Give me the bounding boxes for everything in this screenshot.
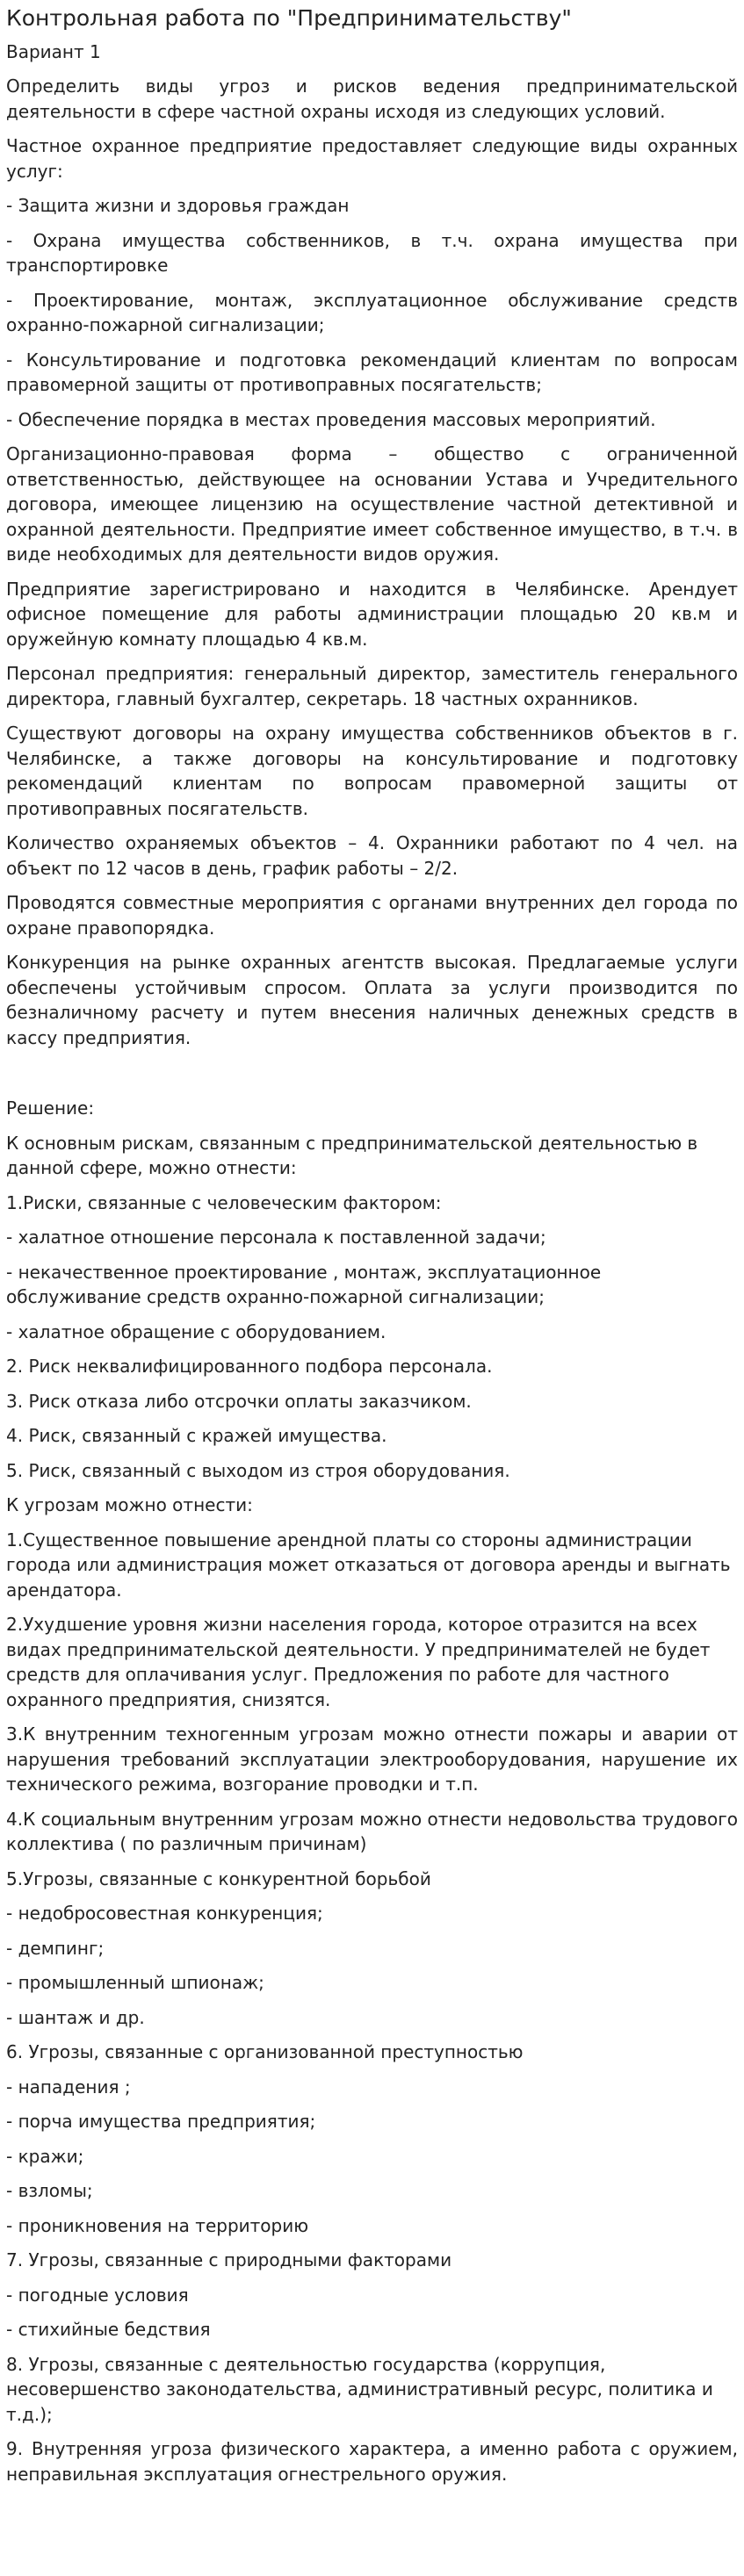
risk-item: 4. Риск, связанный с кражей имущества. bbox=[6, 1425, 387, 1446]
task-paragraph: Определить виды угроз и рисков ведения предпринимательской деятельности в сфере частной охраны исходя из следующих условий. bbox=[6, 76, 738, 122]
threat-item: 6. Угрозы, связанные с организованной преступностью bbox=[6, 2041, 524, 2062]
risk-item: - халатное обращение с оборудованием. bbox=[6, 1320, 386, 1342]
task-paragraph: Количество охраняемых объектов – 4. Охранники работают по 4 чел. на объект по 12 часов в день, график работы – 2/2. bbox=[6, 832, 738, 879]
risk-item: - некачественное проектирование , монтаж, эксплуатационное обслуживание средств охранно-пожарной сигнализации; bbox=[6, 1261, 602, 1307]
threat-item: 5.Угрозы, связанные с конкурентной борьбой bbox=[6, 1867, 431, 1889]
risk-item: 5. Риск, связанный с выходом из строя оборудования. bbox=[6, 1459, 510, 1481]
threat-item: 8. Угрозы, связанные с деятельностью государства (коррупция, несовершенство законодательства, административный ресурс, политика и т.д.); bbox=[6, 2353, 713, 2425]
task-paragraph: Персонал предприятия: генеральный директор, заместитель генерального директора, главный бухгалтер, секретарь. 18 частных охранников. bbox=[6, 663, 738, 709]
risk-heading: 1.Риски, связанные с человеческим фактором: bbox=[6, 1191, 442, 1213]
service-list-item: - Консультирование и подготовка рекомендаций клиентам по вопросам правомерной защиты от противоправных посягательств; bbox=[6, 349, 738, 395]
threat-item: 4.К социальным внутренним угрозам можно отнести недовольства трудового коллектива ( по различным причинам) bbox=[6, 1808, 738, 1854]
document-page bbox=[0, 5, 744, 2486]
risk-item: - халатное отношение персонала к поставленной задачи; bbox=[6, 1227, 546, 1248]
risk-item: 2. Риск неквалифицированного подбора персонала. bbox=[6, 1356, 493, 1377]
threat-subitem: - шантаж и др. bbox=[6, 2006, 145, 2028]
threat-item: 9. Внутренняя угроза физического характера, а именно работа с оружием, неправильная эксплуатация огнестрельного оружия. bbox=[6, 2438, 738, 2485]
threat-subitem: - взломы; bbox=[6, 2180, 93, 2201]
threat-subitem: - стихийные бедствия bbox=[6, 2319, 211, 2340]
risk-item: 3. Риск отказа либо отсрочки оплаты заказчиком. bbox=[6, 1390, 472, 1412]
task-paragraph: Проводятся совместные мероприятия с органами внутренних дел города по охране правопорядка. bbox=[6, 892, 738, 939]
solution-heading: Решение: bbox=[6, 1097, 95, 1119]
task-paragraph: Организационно-правовая форма – общество с ограниченной ответственностью, действующее на основании Устава и Учредительного договора, имеющее лицензию на осуществление частной детективной и охранной деятельности. Предприятие имеет собственное имущество, в т.ч. в виде необходимых для деятельности видов оружия. bbox=[6, 443, 738, 565]
threat-subitem: - демпинг; bbox=[6, 1937, 105, 1959]
service-list-item: - Проектирование, монтаж, эксплуатационное обслуживание средств охранно-пожарной сигнализации; bbox=[6, 289, 738, 335]
variant-label: Вариант 1 bbox=[6, 41, 101, 62]
threats-heading: К угрозам можно отнести: bbox=[6, 1494, 253, 1515]
solution-section bbox=[6, 1096, 738, 2486]
threat-subitem: - кражи; bbox=[6, 2145, 84, 2167]
threat-subitem: - порча имущества предприятия; bbox=[6, 2111, 316, 2132]
threat-item: 1.Существенное повышение арендной платы со стороны администрации города или администрация может отказаться от договора аренды и выгнать арендатора. bbox=[6, 1529, 731, 1601]
threat-subitem: - недобросовестная конкуренция; bbox=[6, 1903, 323, 1924]
section-gap bbox=[6, 1060, 738, 1096]
document-title: Контрольная работа по "Предпринимательству" bbox=[6, 5, 572, 31]
service-list-item: - Защита жизни и здоровья граждан bbox=[6, 195, 350, 216]
threat-item: 2.Ухудшение уровня жизни населения города, которое отразится на всех видах предпринимательской деятельности. У предпринимателей не будет средств для оплачивания услуг. Предложения по работе для частного охранного предприятия, снизятся. bbox=[6, 1614, 711, 1710]
task-paragraph: Предприятие зарегистрировано и находится в Челябинске. Арендует офисное помещение для работы администрации площадью 20 кв.м и оружейную комнату площадью 4 кв.м. bbox=[6, 578, 738, 650]
service-list-item: - Охрана имущества собственников, в т.ч. охрана имущества при транспортировке bbox=[6, 229, 738, 276]
service-list-item: - Обеспечение порядка в местах проведения массовых мероприятий. bbox=[6, 408, 656, 430]
threat-subitem: - промышленный шпионаж; bbox=[6, 1972, 264, 1993]
solution-paragraph: К основным рискам, связанным с предпринимательской деятельностью в данной сфере, можно отнести: bbox=[6, 1132, 698, 1178]
threat-subitem: - проникновения на территорию bbox=[6, 2214, 309, 2236]
task-paragraph: Конкуренция на рынке охранных агентств высокая. Предлагаемые услуги обеспечены устойчивым спросом. Оплата за услуги производится по безналичному расчету и путем внесения наличных денежных средств в кассу предприятия. bbox=[6, 952, 738, 1048]
task-paragraph: Частное охранное предприятие предоставляет следующие виды охранных услуг: bbox=[6, 135, 738, 182]
task-paragraph: Существуют договоры на охрану имущества собственников объектов в г. Челябинске, а также договоры на консультирование и подготовку рекомендаций клиентам по вопросам правомерной защиты от противоправных посягательств. bbox=[6, 723, 738, 819]
threat-subitem: - погодные условия bbox=[6, 2284, 189, 2306]
threat-item: 7. Угрозы, связанные с природными факторами bbox=[6, 2249, 452, 2270]
task-section bbox=[6, 74, 738, 1050]
threat-subitem: - нападения ; bbox=[6, 2076, 131, 2097]
threat-item: 3.К внутренним техногенным угрозам можно отнести пожары и аварии от нарушения требований эксплуатации электрооборудования, нарушение их технического режима, возгорание проводки и т.п. bbox=[6, 1723, 738, 1795]
